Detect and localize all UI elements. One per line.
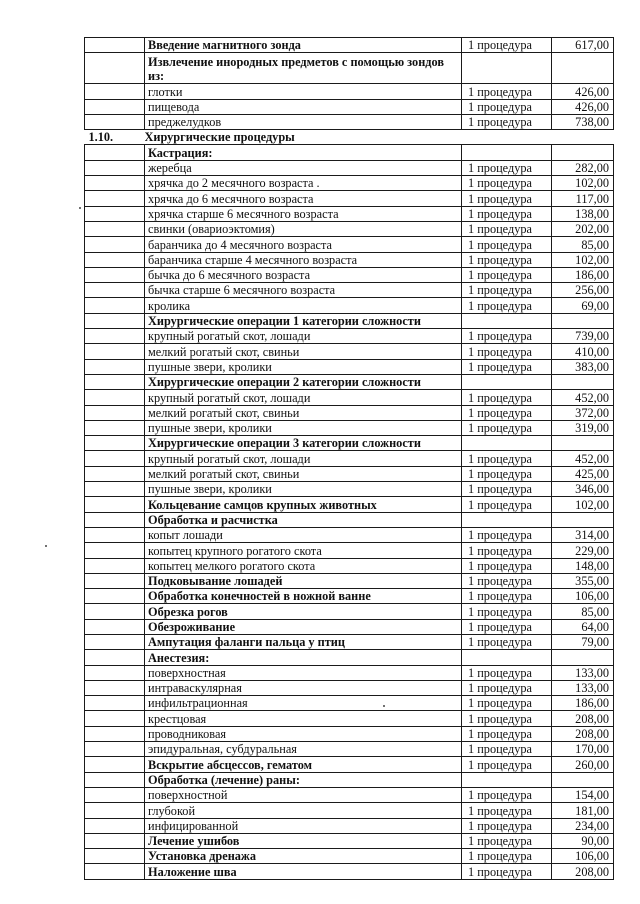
service-name-cell: бычка старше 6 месячного возраста	[145, 283, 462, 298]
row-number-cell	[85, 390, 145, 405]
unit-cell: 1 процедура	[462, 283, 552, 298]
unit-cell: 1 процедура	[462, 237, 552, 252]
table-row	[85, 359, 614, 374]
table-row	[85, 833, 614, 848]
row-number-cell	[85, 359, 145, 374]
unit-cell: 1 процедура	[462, 619, 552, 634]
row-number-cell	[85, 420, 145, 435]
unit-cell: 1 процедура	[462, 573, 552, 588]
row-number-cell	[85, 803, 145, 818]
unit-cell: 1 процедура	[462, 206, 552, 221]
row-number-cell	[85, 634, 145, 649]
table-row	[85, 374, 614, 389]
table-row	[85, 329, 614, 344]
price-cell: 425,00	[552, 466, 614, 481]
price-cell: 452,00	[552, 390, 614, 405]
row-number-cell	[85, 650, 145, 665]
unit-cell: 1 процедура	[462, 252, 552, 267]
price-cell: 738,00	[552, 114, 614, 129]
row-number-cell	[85, 512, 145, 527]
row-number-cell	[85, 176, 145, 191]
row-number-cell	[85, 818, 145, 833]
unit-cell	[462, 512, 552, 527]
table-row	[85, 114, 614, 129]
price-cell: 234,00	[552, 818, 614, 833]
row-number-cell	[85, 191, 145, 206]
table-row	[85, 237, 614, 252]
price-cell: 319,00	[552, 420, 614, 435]
unit-cell: 1 процедура	[462, 589, 552, 604]
unit-cell: 1 процедура	[462, 267, 552, 282]
price-cell: 256,00	[552, 283, 614, 298]
unit-cell: 1 процедура	[462, 634, 552, 649]
service-name-cell: глотки	[145, 84, 462, 99]
scan-speck	[79, 207, 81, 209]
row-number-cell	[85, 53, 145, 84]
service-name-cell: поверхностная	[145, 665, 462, 680]
table-row	[85, 711, 614, 726]
table-row	[85, 573, 614, 588]
table-row	[85, 405, 614, 420]
price-cell	[552, 650, 614, 665]
row-number-cell	[85, 160, 145, 175]
table-row	[85, 742, 614, 757]
row-number-cell	[85, 497, 145, 512]
price-cell: 739,00	[552, 329, 614, 344]
unit-cell: 1 процедура	[462, 833, 552, 848]
price-cell: 208,00	[552, 726, 614, 741]
service-name-cell: хрячка до 6 месячного возраста	[145, 191, 462, 206]
price-cell: 64,00	[552, 619, 614, 634]
unit-cell: 1 процедура	[462, 787, 552, 802]
table-row	[85, 176, 614, 191]
unit-cell: 1 процедура	[462, 864, 552, 879]
unit-cell: 1 процедура	[462, 329, 552, 344]
table-row	[85, 680, 614, 695]
price-cell: 452,00	[552, 451, 614, 466]
price-table	[84, 37, 614, 880]
service-name-cell: Анестезия:	[145, 650, 462, 665]
row-number-cell	[85, 436, 145, 451]
unit-cell	[462, 436, 552, 451]
row-number-cell	[85, 84, 145, 99]
service-name-cell: Обработка и расчистка	[145, 512, 462, 527]
service-name-cell: Подковывание лошадей	[145, 573, 462, 588]
price-cell	[552, 772, 614, 787]
service-name-cell: пушные звери, кролики	[145, 359, 462, 374]
row-number-cell	[85, 298, 145, 313]
service-name-cell: Вскрытие абсцессов, гематом	[145, 757, 462, 772]
row-number-cell	[85, 466, 145, 481]
service-name-cell: преджелудков	[145, 114, 462, 129]
price-cell: 133,00	[552, 680, 614, 695]
unit-cell: 1 процедура	[462, 84, 552, 99]
unit-cell: 1 процедура	[462, 497, 552, 512]
price-cell: 617,00	[552, 38, 614, 53]
service-name-cell: Обработка (лечение) раны:	[145, 772, 462, 787]
service-name-cell: мелкий рогатый скот, свиньи	[145, 466, 462, 481]
service-name-cell: поверхностной	[145, 787, 462, 802]
unit-cell	[462, 313, 552, 328]
service-name-cell: проводниковая	[145, 726, 462, 741]
service-name-cell: Ампутация фаланги пальца у птиц	[145, 634, 462, 649]
service-name-cell: Хирургические операции 2 категории сложности	[145, 374, 462, 389]
row-number-cell	[85, 374, 145, 389]
service-name-cell: Извлечение инородных предметов с помощью зондов из:	[145, 53, 462, 84]
service-name-cell: жеребца	[145, 160, 462, 175]
price-cell	[552, 130, 614, 145]
row-number-cell	[85, 99, 145, 114]
row-number-cell	[85, 267, 145, 282]
unit-cell: 1 процедура	[462, 390, 552, 405]
service-name-cell: крупный рогатый скот, лошади	[145, 451, 462, 466]
price-cell: 383,00	[552, 359, 614, 374]
price-cell: 85,00	[552, 604, 614, 619]
row-number-cell	[85, 711, 145, 726]
price-cell: 85,00	[552, 237, 614, 252]
table-row	[85, 665, 614, 680]
row-number-cell	[85, 742, 145, 757]
price-cell: 410,00	[552, 344, 614, 359]
unit-cell	[462, 374, 552, 389]
row-number-cell	[85, 237, 145, 252]
table-row	[85, 696, 614, 711]
unit-cell: 1 процедура	[462, 726, 552, 741]
unit-cell: 1 процедура	[462, 359, 552, 374]
price-cell: 148,00	[552, 558, 614, 573]
service-name-cell: интраваскулярная	[145, 680, 462, 695]
unit-cell: 1 процедура	[462, 466, 552, 481]
price-cell	[552, 313, 614, 328]
price-cell: 79,00	[552, 634, 614, 649]
row-number-cell	[85, 405, 145, 420]
service-name-cell: инфильтрационная	[145, 696, 462, 711]
unit-cell: 1 процедура	[462, 604, 552, 619]
price-cell: 102,00	[552, 497, 614, 512]
scan-speck	[383, 705, 385, 707]
service-name-cell: копытец мелкого рогатого скота	[145, 558, 462, 573]
table-row	[85, 634, 614, 649]
row-number-cell	[85, 849, 145, 864]
unit-cell: 1 процедура	[462, 482, 552, 497]
unit-cell: 1 процедура	[462, 176, 552, 191]
table-row	[85, 344, 614, 359]
service-name-cell: Наложение шва	[145, 864, 462, 879]
row-number-cell	[85, 680, 145, 695]
unit-cell: 1 процедура	[462, 191, 552, 206]
service-name-cell: Лечение ушибов	[145, 833, 462, 848]
table-row	[85, 482, 614, 497]
service-name-cell: хрячка до 2 месячного возраста .	[145, 176, 462, 191]
row-number-cell	[85, 573, 145, 588]
unit-cell: 1 процедура	[462, 803, 552, 818]
table-row	[85, 206, 614, 221]
table-row	[85, 191, 614, 206]
row-number-cell	[85, 206, 145, 221]
row-number-cell	[85, 145, 145, 160]
service-name-cell: Хирургические операции 3 категории сложности	[145, 436, 462, 451]
price-cell: 346,00	[552, 482, 614, 497]
service-name-cell: Хирургические процедуры	[144, 130, 295, 145]
unit-cell: 1 процедура	[462, 543, 552, 558]
row-number-cell	[85, 787, 145, 802]
row-number-cell	[85, 38, 145, 53]
row-number-cell	[85, 252, 145, 267]
price-cell: 133,00	[552, 665, 614, 680]
row-number-cell	[85, 313, 145, 328]
service-name-cell: Обработка конечностей в ножной ванне	[145, 589, 462, 604]
price-cell: 117,00	[552, 191, 614, 206]
table-row	[85, 267, 614, 282]
table-row	[85, 757, 614, 772]
unit-cell	[462, 53, 552, 84]
table-row	[85, 604, 614, 619]
price-cell: 260,00	[552, 757, 614, 772]
section-header-row	[85, 130, 614, 145]
price-cell: 102,00	[552, 176, 614, 191]
price-cell: 181,00	[552, 803, 614, 818]
table-row	[85, 543, 614, 558]
price-table-body	[85, 38, 614, 880]
price-cell: 90,00	[552, 833, 614, 848]
service-name-cell: бычка до 6 месячного возраста	[145, 267, 462, 282]
table-row	[85, 313, 614, 328]
table-row	[85, 558, 614, 573]
row-number-cell	[85, 696, 145, 711]
unit-cell: 1 процедура	[462, 221, 552, 236]
service-name-cell: крупный рогатый скот, лошади	[145, 390, 462, 405]
row-number-cell	[85, 757, 145, 772]
service-name-cell: баранчика до 4 месячного возраста	[145, 237, 462, 252]
table-row	[85, 726, 614, 741]
service-name-cell: копыт лошади	[145, 527, 462, 542]
price-cell: 186,00	[552, 696, 614, 711]
row-number-cell	[85, 772, 145, 787]
row-number-cell	[85, 619, 145, 634]
service-name-cell: свинки (овариоэктомия)	[145, 221, 462, 236]
row-number-cell	[85, 451, 145, 466]
unit-cell: 1 процедура	[462, 757, 552, 772]
table-row	[85, 619, 614, 634]
price-cell	[552, 436, 614, 451]
price-cell	[552, 145, 614, 160]
unit-cell: 1 процедура	[462, 99, 552, 114]
table-row	[85, 420, 614, 435]
unit-cell: 1 процедура	[462, 818, 552, 833]
unit-cell: 1 процедура	[462, 451, 552, 466]
price-cell: 102,00	[552, 252, 614, 267]
table-row	[85, 38, 614, 53]
row-number-cell	[85, 665, 145, 680]
unit-cell: 1 процедура	[462, 527, 552, 542]
service-name-cell: Кольцевание самцов крупных животных	[145, 497, 462, 512]
unit-cell: 1 процедура	[462, 405, 552, 420]
unit-cell: 1 процедура	[462, 344, 552, 359]
table-row	[85, 283, 614, 298]
unit-cell	[462, 650, 552, 665]
price-cell	[552, 53, 614, 84]
row-number-cell	[85, 114, 145, 129]
service-name-cell: пищевода	[145, 99, 462, 114]
service-name-cell: мелкий рогатый скот, свиньи	[145, 344, 462, 359]
service-name-cell: пушные звери, кролики	[145, 482, 462, 497]
row-number-cell	[85, 833, 145, 848]
price-cell: 426,00	[552, 84, 614, 99]
unit-cell: 1 процедура	[462, 711, 552, 726]
row-number-cell	[85, 604, 145, 619]
scan-speck	[45, 545, 47, 547]
price-cell: 138,00	[552, 206, 614, 221]
table-row	[85, 803, 614, 818]
unit-cell: 1 процедура	[462, 742, 552, 757]
service-name-cell: мелкий рогатый скот, свиньи	[145, 405, 462, 420]
table-row	[85, 160, 614, 175]
table-row	[85, 650, 614, 665]
price-cell: 106,00	[552, 589, 614, 604]
price-cell: 282,00	[552, 160, 614, 175]
service-name-cell: Введение магнитного зонда	[145, 38, 462, 53]
price-cell: 186,00	[552, 267, 614, 282]
service-name-cell: инфицированной	[145, 818, 462, 833]
table-row	[85, 252, 614, 267]
price-cell: 208,00	[552, 711, 614, 726]
price-cell: 202,00	[552, 221, 614, 236]
table-row	[85, 436, 614, 451]
row-number-cell	[85, 864, 145, 879]
price-cell: 69,00	[552, 298, 614, 313]
unit-cell: 1 процедура	[462, 558, 552, 573]
table-row	[85, 497, 614, 512]
unit-cell: 1 процедура	[462, 160, 552, 175]
service-name-cell: эпидуральная, субдуральная	[145, 742, 462, 757]
table-row	[85, 451, 614, 466]
row-number-cell	[85, 283, 145, 298]
unit-cell: 1 процедура	[462, 849, 552, 864]
unit-cell: 1 процедура	[462, 680, 552, 695]
table-row	[85, 99, 614, 114]
service-name-cell: копытец крупного рогатого скота	[145, 543, 462, 558]
price-cell: 426,00	[552, 99, 614, 114]
service-name-cell: баранчика старше 4 месячного возраста	[145, 252, 462, 267]
table-row	[85, 772, 614, 787]
table-row	[85, 527, 614, 542]
price-cell: 170,00	[552, 742, 614, 757]
table-row	[85, 864, 614, 879]
unit-cell: 1 процедура	[462, 420, 552, 435]
unit-cell: 1 процедура	[462, 665, 552, 680]
table-row	[85, 787, 614, 802]
price-cell: 229,00	[552, 543, 614, 558]
row-number-cell	[85, 344, 145, 359]
price-cell	[552, 512, 614, 527]
unit-cell	[462, 145, 552, 160]
table-row	[85, 849, 614, 864]
table-row	[85, 84, 614, 99]
row-number-cell	[85, 482, 145, 497]
service-name-cell: крупный рогатый скот, лошади	[145, 329, 462, 344]
unit-cell: 1 процедура	[462, 298, 552, 313]
row-number-cell	[85, 221, 145, 236]
service-name-cell: пушные звери, кролики	[145, 420, 462, 435]
service-name-cell: Кастрация:	[145, 145, 462, 160]
price-cell: 154,00	[552, 787, 614, 802]
table-row	[85, 145, 614, 160]
unit-cell: 1 процедура	[462, 114, 552, 129]
service-name-cell: глубокой	[145, 803, 462, 818]
price-cell: 314,00	[552, 527, 614, 542]
service-name-cell: крестцовая	[145, 711, 462, 726]
unit-cell	[462, 130, 552, 145]
service-name-cell: Обезроживание	[145, 619, 462, 634]
table-row	[85, 221, 614, 236]
table-row	[85, 589, 614, 604]
row-number-cell	[85, 543, 145, 558]
row-number-cell: 1.10.	[88, 130, 114, 145]
row-number-cell	[85, 329, 145, 344]
table-row	[85, 466, 614, 481]
row-number-cell	[85, 558, 145, 573]
service-name-cell: Установка дренажа	[145, 849, 462, 864]
table-row	[85, 53, 614, 84]
row-number-cell	[85, 726, 145, 741]
table-row	[85, 512, 614, 527]
unit-cell	[462, 772, 552, 787]
price-cell: 106,00	[552, 849, 614, 864]
price-cell	[552, 374, 614, 389]
price-cell: 208,00	[552, 864, 614, 879]
table-row	[85, 390, 614, 405]
price-cell: 355,00	[552, 573, 614, 588]
table-row	[85, 298, 614, 313]
table-row	[85, 818, 614, 833]
unit-cell: 1 процедура	[462, 696, 552, 711]
service-name-cell: хрячка старше 6 месячного возраста	[145, 206, 462, 221]
price-cell: 372,00	[552, 405, 614, 420]
row-number-cell	[85, 527, 145, 542]
service-name-cell: Обрезка рогов	[145, 604, 462, 619]
service-name-cell: Хирургические операции 1 категории сложности	[145, 313, 462, 328]
unit-cell: 1 процедура	[462, 38, 552, 53]
row-number-cell	[85, 589, 145, 604]
service-name-cell: кролика	[145, 298, 462, 313]
